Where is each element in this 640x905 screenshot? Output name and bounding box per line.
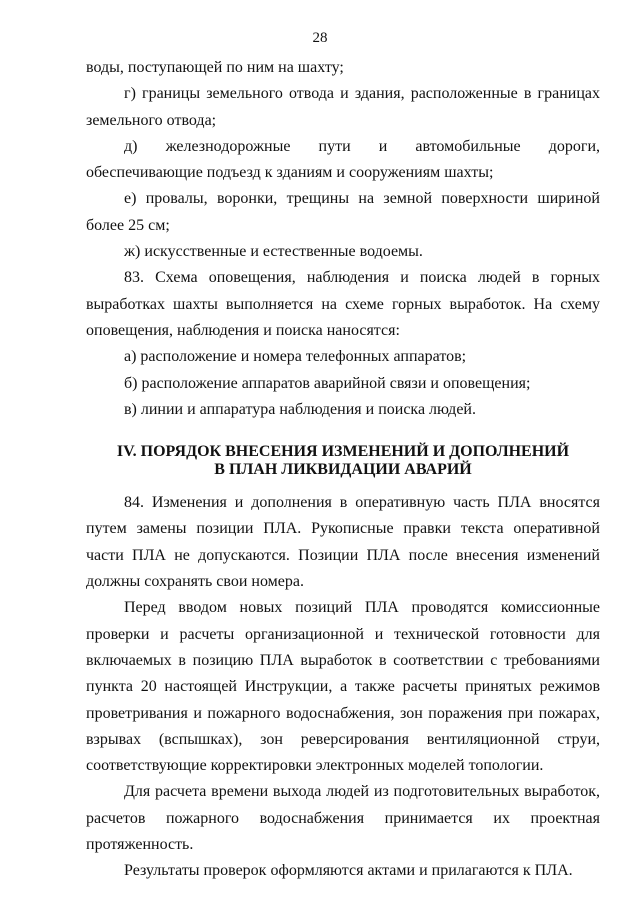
paragraph: е) провалы, воронки, трещины на земной поверхности шириной более 25 см; <box>86 190 600 234</box>
paragraph: в) линии и аппаратура наблюдения и поиска людей. <box>124 400 476 418</box>
page-number: 28 <box>312 30 328 46</box>
paragraph: д) железнодорожные пути и автомобильные дороги, обеспечивающие подъезд к зданиям и сооружениям шахты; <box>86 137 600 182</box>
paragraph: 84. Изменения и дополнения в оперативную часть ПЛА вносятся путем замены позиции ПЛА. Рукописные правки текста оперативной части ПЛА не допускаются. Позиции ПЛА после внесения изменений должны сохранять свои номера. <box>86 494 600 591</box>
section-heading <box>86 443 600 479</box>
paragraph: Перед вводом новых позиций ПЛА проводятся комиссионные проверки и расчеты организационной и технической готовности для включаемых в позицию ПЛА выработок в соответствии с требованиями пункта 20 настоящей Инструкции, а также расчеты принятых режимов проветривания и пожарного водоснабжения, зон поражения при пожарах, взрывах (вспышках), зон реверсирования вентиляционной струи, соответствующие корректировки электронных моделей топологии. <box>86 599 600 775</box>
paragraph: воды, поступающей по ним на шахту; <box>86 59 344 76</box>
document-body <box>86 55 600 885</box>
paragraphs-before-heading <box>86 55 600 423</box>
section-heading-line-1: IV. ПОРЯДОК ВНЕСЕНИЯ ИЗМЕНЕНИЙ И ДОПОЛНЕНИЙ <box>116 443 570 461</box>
paragraph: Результаты проверок оформляются актами и прилагаются к ПЛА. <box>124 862 573 880</box>
paragraph: б) расположение аппаратов аварийной связи и оповещения; <box>124 374 531 392</box>
paragraph: Для расчета времени выхода людей из подготовительных выработок, расчетов пожарного водоснабжения принимается их проектная протяженность. <box>86 783 600 854</box>
paragraphs-after-heading <box>86 490 600 884</box>
paragraph: 83. Схема оповещения, наблюдения и поиска людей в горных выработках шахты выполняется на схеме горных выработок. На схему оповещения, наблюдения и поиска наносятся: <box>86 269 600 339</box>
paragraph: а) расположение и номера телефонных аппаратов; <box>124 348 467 366</box>
paragraph: г) границы земельного отвода и здания, расположенные в границах земельного отвода; <box>86 85 600 129</box>
paragraph: ж) искусственные и естественные водоемы. <box>124 243 423 261</box>
section-heading-line-2: В ПЛАН ЛИКВИДАЦИИ АВАРИЙ <box>214 461 472 479</box>
